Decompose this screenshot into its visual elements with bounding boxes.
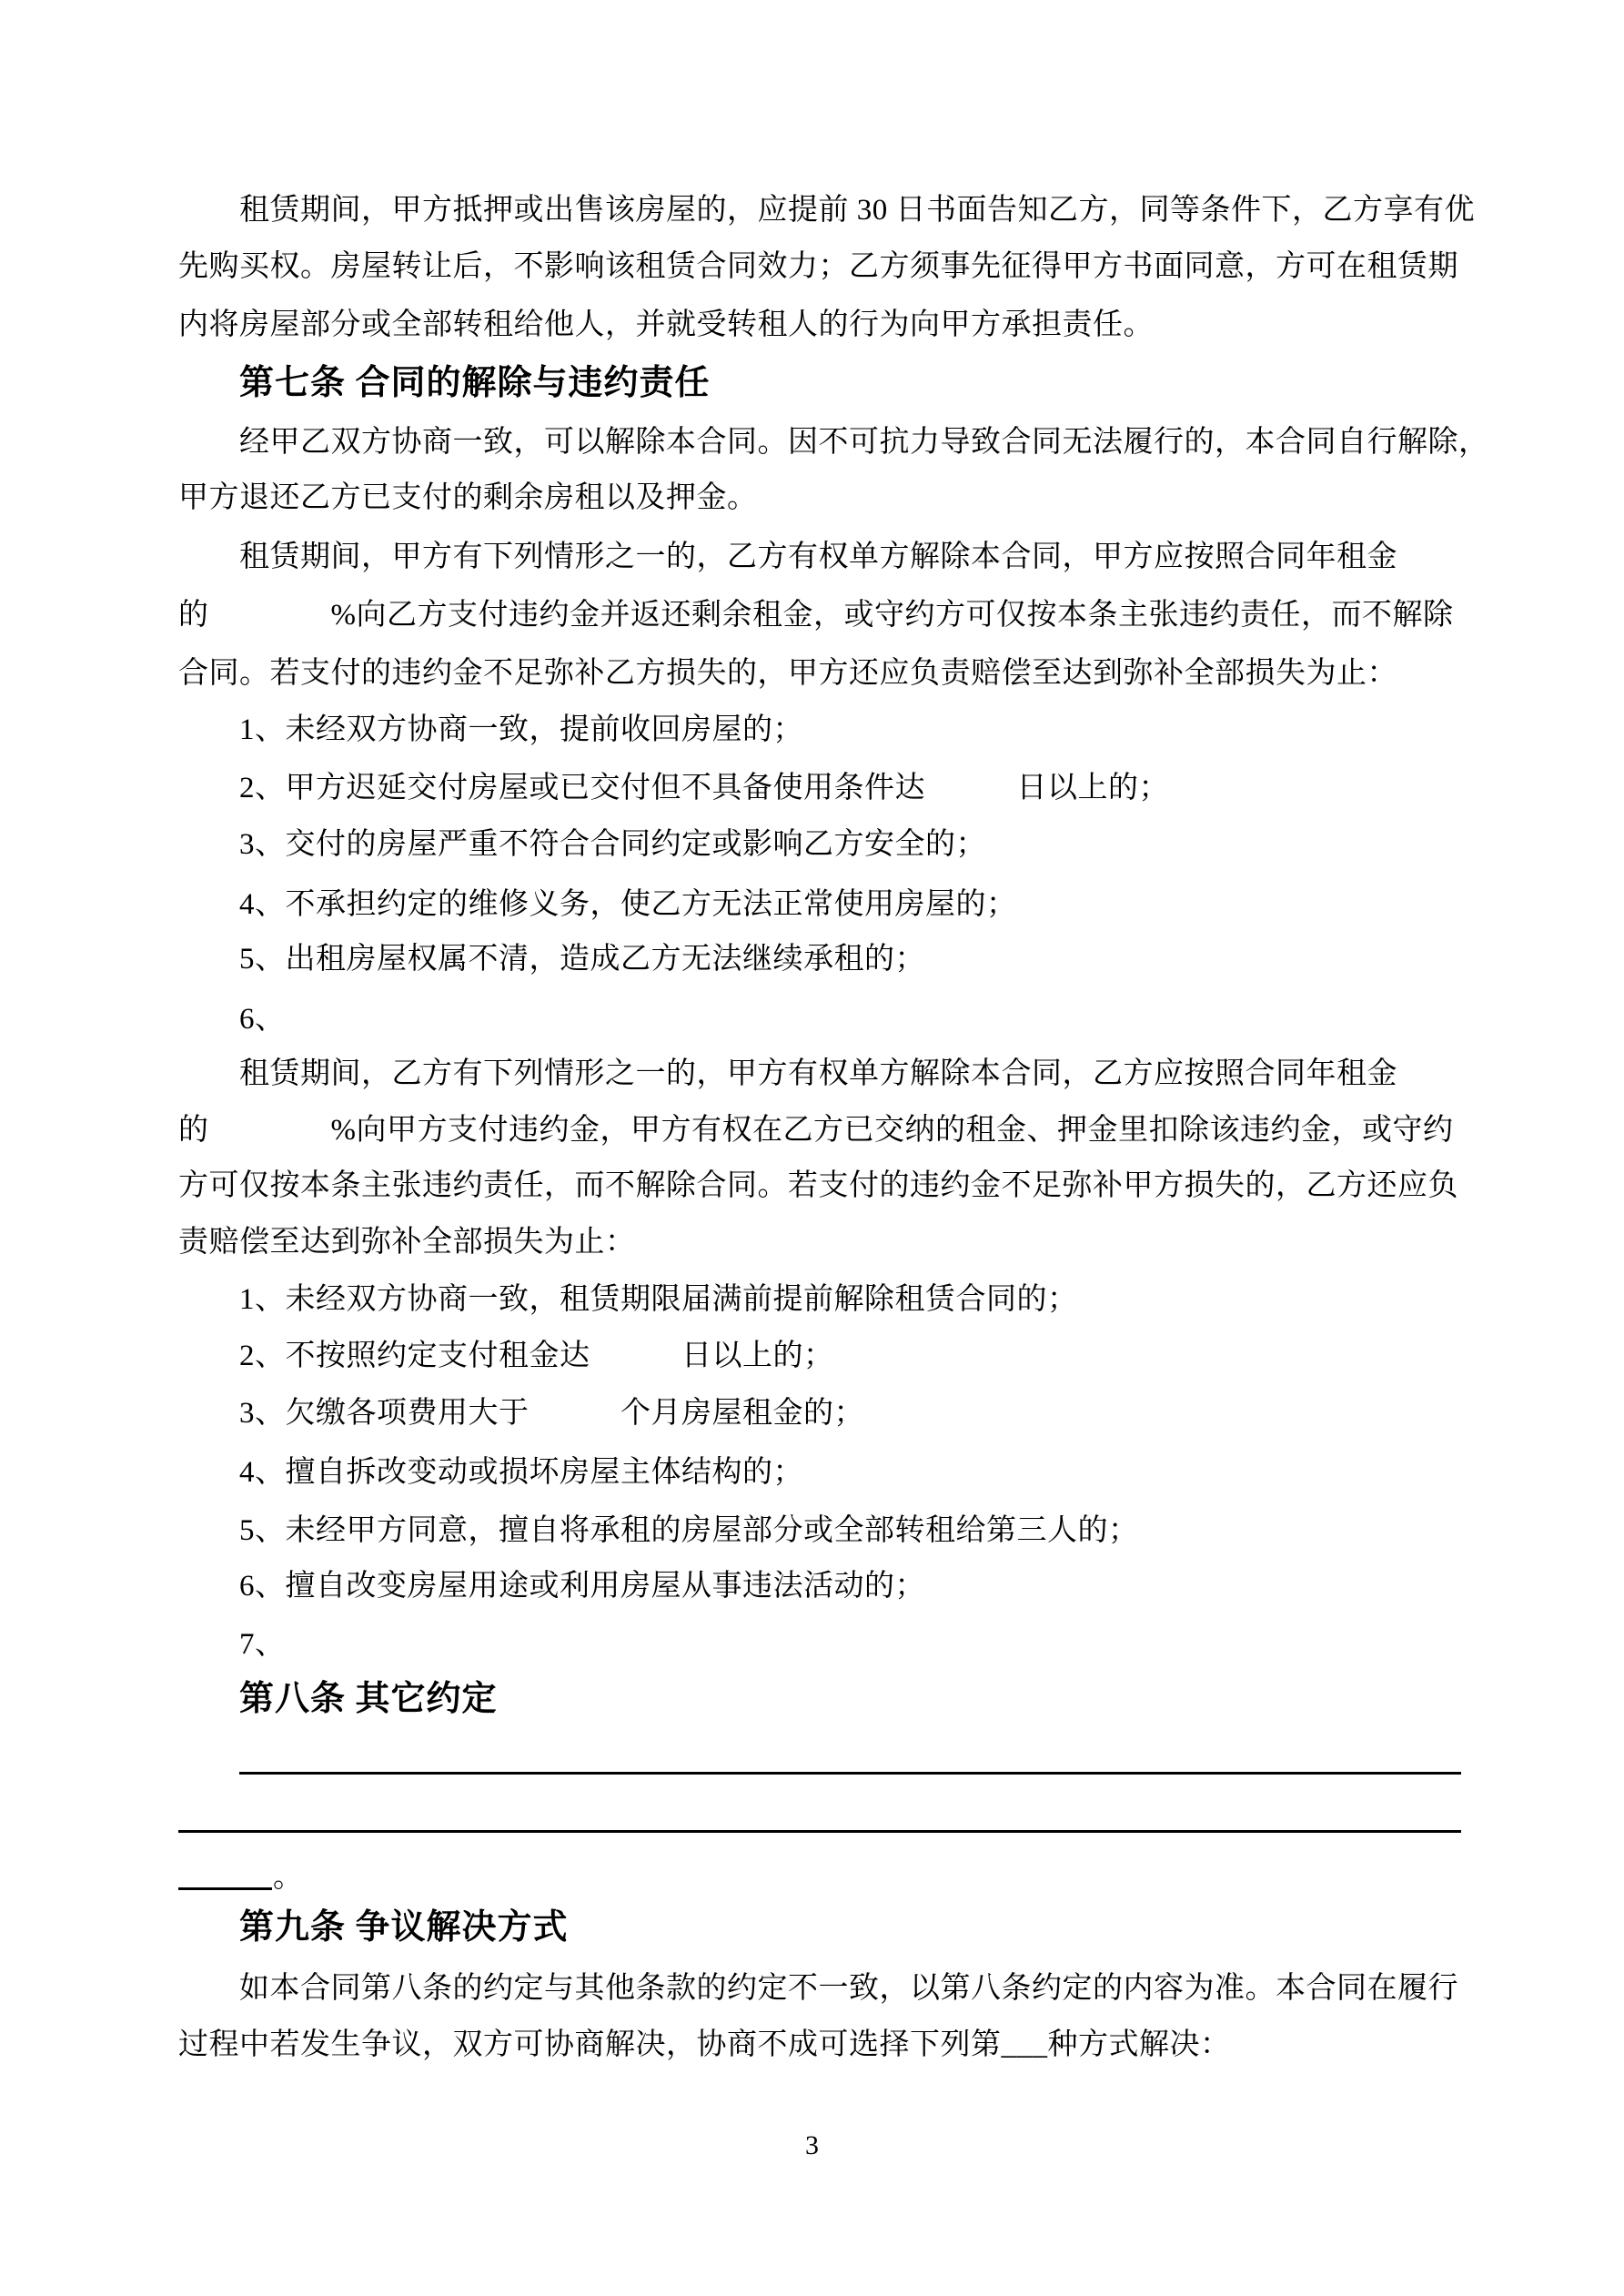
page-number: 3	[805, 2130, 819, 2160]
paragraph-line: 内将房屋部分或全部转租给他人，并就受转租人的行为向甲方承担责任。	[178, 308, 1154, 341]
list-item: 3、交付的房屋严重不符合合同约定或影响乙方安全的；	[239, 828, 986, 861]
fill-in-line	[239, 1772, 1461, 1775]
list-item: 1、未经双方协商一致，提前收回房屋的；	[239, 713, 803, 746]
list-item: 5、出租房屋权属不清，造成乙方无法继续承租的；	[239, 943, 925, 976]
paragraph-line: 责赔偿至达到弥补全部损失为止：	[178, 1226, 636, 1259]
list-item: 2、不按照约定支付租金达 日以上的；	[239, 1340, 834, 1372]
paragraph-line: 先购买权。房屋转让后，不影响该租赁合同效力；乙方须事先征得甲方书面同意，方可在租赁期	[178, 250, 1458, 283]
list-item: 1、未经双方协商一致，租赁期限届满前提前解除租赁合同的；	[239, 1283, 1078, 1316]
list-item: 2、甲方迟延交付房屋或已交付但不具备使用条件达 日以上的；	[239, 772, 1169, 804]
paragraph-line: 甲方退还乙方已支付的剩余房租以及押金。	[178, 481, 758, 514]
paragraph-line: 经甲乙双方协商一致，可以解除本合同。因不可抗力导致合同无法履行的，本合同自行解除，	[239, 426, 1489, 459]
list-item: 3、欠缴各项费用大于 个月房屋租金的；	[239, 1397, 864, 1430]
fill-in-line	[178, 1887, 272, 1890]
paragraph-line: 租赁期间，甲方抵押或出售该房屋的，应提前 30 日书面告知乙方，同等条件下，乙方享有优	[239, 194, 1475, 227]
list-item: 4、不承担约定的维修义务，使乙方无法正常使用房屋的；	[239, 888, 1017, 921]
clause-heading-8: 第八条 其它约定	[239, 1680, 498, 1718]
list-item: 6、	[239, 1003, 286, 1036]
paragraph-line: 方可仅按本条主张违约责任，而不解除合同。若支付的违约金不足弥补甲方损失的，乙方还应负	[178, 1169, 1458, 1202]
list-item: 6、擅自改变房屋用途或利用房屋从事违法活动的；	[239, 1570, 925, 1603]
clause-heading-9: 第九条 争议解决方式	[239, 1908, 569, 1947]
fill-in-line	[178, 1830, 1461, 1833]
list-item: 7、	[239, 1628, 286, 1661]
list-item: 4、擅自拆改变动或损坏房屋主体结构的；	[239, 1456, 803, 1489]
clause-heading-7: 第七条 合同的解除与违约责任	[239, 364, 711, 402]
paragraph-line: 的 %向乙方支付违约金并返还剩余租金，或守约方可仅按本条主张违约责任，而不解除	[178, 599, 1454, 632]
paragraph-line: 合同。若支付的违约金不足弥补乙方损失的，甲方还应负责赔偿至达到弥补全部损失为止：	[178, 657, 1397, 690]
paragraph-line: 租赁期间，乙方有下列情形之一的，甲方有权单方解除本合同，乙方应按照合同年租金	[239, 1057, 1397, 1090]
paragraph-line: 如本合同第八条的约定与其他条款的约定不一致，以第八条约定的内容为准。本合同在履行	[239, 1972, 1458, 2005]
paragraph-line: 租赁期间，甲方有下列情形之一的，乙方有权单方解除本合同，甲方应按照合同年租金	[239, 541, 1397, 573]
fill-line-period: 。	[273, 1861, 304, 1894]
paragraph-line: 的 %向甲方支付违约金，甲方有权在乙方已交纳的租金、押金里扣除该违约金，或守约	[178, 1114, 1454, 1147]
list-item: 5、未经甲方同意，擅自将承租的房屋部分或全部转租给第三人的；	[239, 1514, 1139, 1547]
paragraph-line: 过程中若发生争议，双方可协商解决，协商不成可选择下列第___种方式解决：	[178, 2028, 1231, 2061]
